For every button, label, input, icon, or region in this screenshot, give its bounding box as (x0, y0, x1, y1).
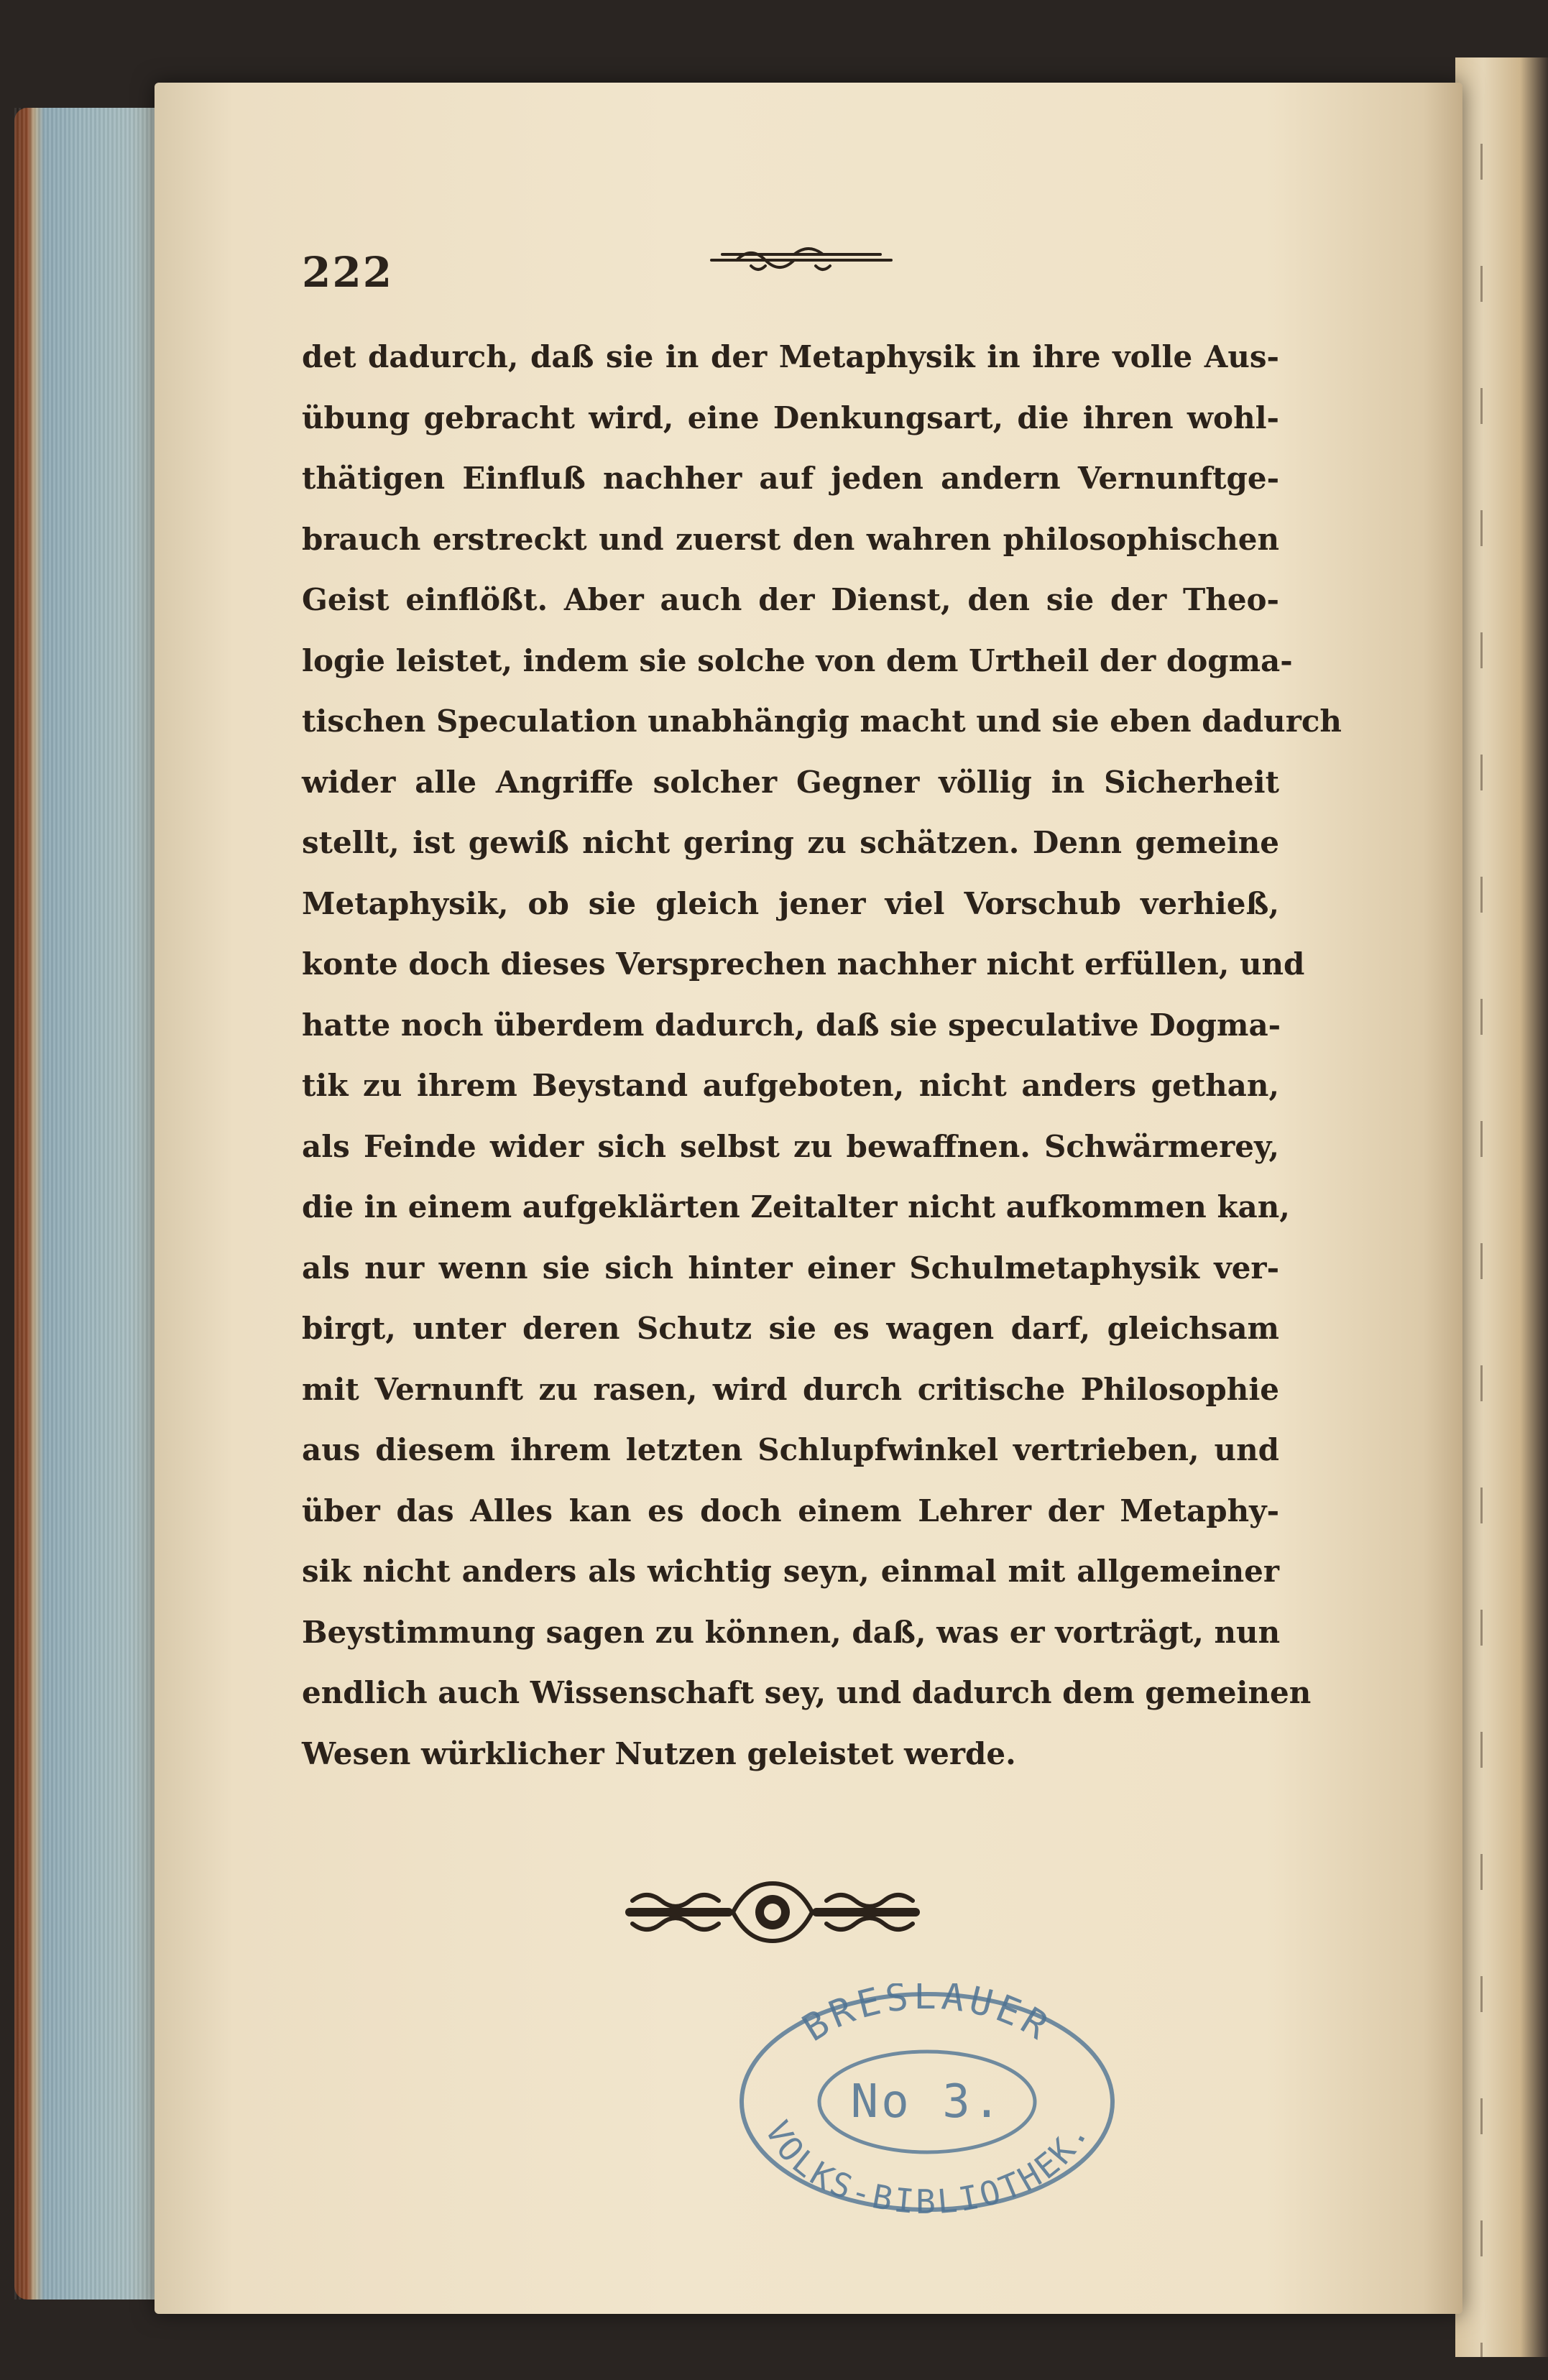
text-line: brauch erstreckt und zuerst den wahren philosophischen (302, 521, 1279, 557)
text-line: Metaphysik, ob sie gleich jener viel Vorschub verhieß, (302, 885, 1279, 921)
text-line: als Feinde wider sich selbst zu bewaffnen. Schwärmerey, (302, 1128, 1279, 1164)
text-line: birgt, unter deren Schutz sie es wagen darf, gleichsam (302, 1311, 1279, 1346)
header-ornament-icon (708, 237, 895, 280)
text-line: stellt, ist gewiß nicht gering zu schätzen. Denn gemeine (302, 825, 1279, 860)
stamp-bottom-text: VOLKS-BIBLIOTHEK. (757, 2114, 1097, 2220)
text-line: hatte noch überdem dadurch, daß sie speculative Dogma- (302, 1007, 1281, 1043)
tailpiece-ornament-icon (618, 1872, 927, 1951)
library-stamp (733, 1983, 1121, 2220)
text-line: wider alle Angriffe solcher Gegner völlig in Sicherheit (302, 764, 1279, 800)
text-line: det dadurch, daß sie in der Metaphysik in ihre volle Aus- (302, 339, 1279, 374)
stamp-number: No 3. (850, 2075, 1004, 2128)
text-line: sik nicht anders als wichtig seyn, einmal mit allgemeiner (302, 1554, 1279, 1589)
text-line: endlich auch Wissenschaft sey, und dadurch dem gemeinen (302, 1675, 1312, 1710)
facing-page-edge (1455, 57, 1548, 2357)
text-line: thätigen Einfluß nachher auf jeden andern Vernunftge- (302, 461, 1279, 496)
text-line: tik zu ihrem Beystand aufgeboten, nicht anders gethan, (302, 1068, 1279, 1103)
text-line: die in einem aufgeklärten Zeitalter nicht aufkommen kan, (302, 1189, 1290, 1224)
text-line: übung gebracht wird, eine Denkungsart, die ihren wohl- (302, 400, 1279, 435)
text-line: Wesen würklicher Nutzen geleistet werde. (302, 1735, 1016, 1771)
text-line: aus diesem ihrem letzten Schlupfwinkel vertrieben, und (302, 1432, 1279, 1467)
stamp-top-text: BRESLAUER (795, 1983, 1059, 2051)
page-number: 222 (302, 248, 394, 297)
text-line: konte doch dieses Versprechen nachher nicht erfüllen, und (302, 946, 1305, 982)
text-line: tischen Speculation unabhängig macht und sie eben dadurch (302, 704, 1342, 739)
text-line: mit Vernunft zu rasen, wird durch critische Philosophie (302, 1371, 1279, 1407)
text-line: logie leistet, indem sie solche von dem Urtheil der dogma- (302, 642, 1293, 678)
text-line: Geist einflößt. Aber auch der Dienst, den sie der Theo- (302, 582, 1279, 617)
text-line: über das Alles kan es doch einem Lehrer der Metaphy- (302, 1493, 1279, 1528)
body-text (302, 327, 1342, 1784)
text-line: Beystimmung sagen zu können, daß, was er vorträgt, nun (302, 1614, 1281, 1650)
text-line: als nur wenn sie sich hinter einer Schulmetaphysik ver- (302, 1250, 1279, 1286)
